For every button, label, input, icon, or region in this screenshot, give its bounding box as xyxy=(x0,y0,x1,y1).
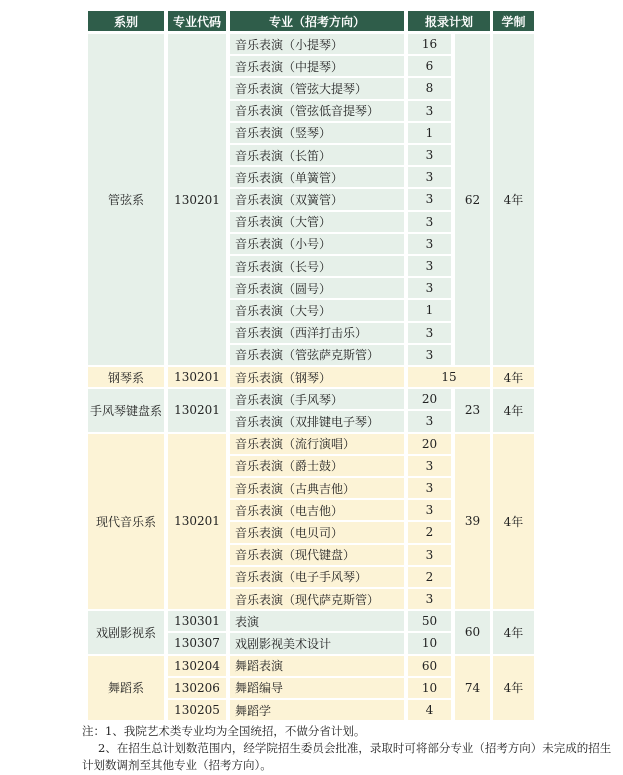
count-cell: 3 xyxy=(408,589,451,609)
code-cell: 130307 xyxy=(168,633,226,653)
count-cell: 3 xyxy=(408,212,451,232)
header-code: 专业代码 xyxy=(168,11,226,31)
count-cell: 3 xyxy=(408,500,451,520)
plan-total-cell: 60 xyxy=(455,611,490,653)
note-1: 注：1、我院艺术类专业均为全国统招，不做分省计划。 xyxy=(82,724,366,738)
plan-total-cell: 74 xyxy=(455,656,490,721)
dept-cell: 舞蹈系 xyxy=(88,656,164,721)
count-cell: 2 xyxy=(408,567,451,587)
major-cell: 音乐表演（长号） xyxy=(230,256,404,276)
plan-total-cell: 23 xyxy=(455,389,490,431)
major-cell: 音乐表演（中提琴） xyxy=(230,56,404,76)
count-cell: 3 xyxy=(408,189,451,209)
major-cell: 音乐表演（现代键盘） xyxy=(230,545,404,565)
duration-cell: 4年 xyxy=(493,611,534,653)
major-cell: 音乐表演（双排键电子琴） xyxy=(230,411,404,431)
major-cell: 音乐表演（管弦低音提琴） xyxy=(230,101,404,121)
code-cell: 130201 xyxy=(168,389,226,431)
major-cell: 音乐表演（流行演唱） xyxy=(230,434,404,454)
code-cell: 130201 xyxy=(168,367,226,387)
major-cell: 舞蹈表演 xyxy=(230,656,404,676)
major-cell: 舞蹈编导 xyxy=(230,678,404,698)
count-cell: 10 xyxy=(408,678,451,698)
major-cell: 音乐表演（古典吉他） xyxy=(230,478,404,498)
count-cell: 3 xyxy=(408,456,451,476)
count-cell: 3 xyxy=(408,545,451,565)
dept-cell: 手风琴键盘系 xyxy=(88,389,164,431)
code-cell: 130201 xyxy=(168,434,226,610)
major-cell: 音乐表演（大号） xyxy=(230,300,404,320)
count-cell: 20 xyxy=(408,389,451,409)
major-cell: 音乐表演（小号） xyxy=(230,234,404,254)
major-cell: 音乐表演（电贝司） xyxy=(230,522,404,542)
count-cell: 4 xyxy=(408,700,451,720)
plan-total-cell: 15 xyxy=(408,367,490,387)
duration-cell: 4年 xyxy=(493,656,534,721)
major-cell: 音乐表演（爵士鼓） xyxy=(230,456,404,476)
major-cell: 音乐表演（管弦萨克斯管） xyxy=(230,345,404,365)
major-cell: 音乐表演（钢琴） xyxy=(230,367,404,387)
duration-cell: 4年 xyxy=(493,34,534,365)
code-cell: 130205 xyxy=(168,700,226,720)
dept-cell: 管弦系 xyxy=(88,34,164,365)
count-cell: 50 xyxy=(408,611,451,631)
count-cell: 3 xyxy=(408,101,451,121)
header-dept: 系别 xyxy=(88,11,164,31)
major-cell: 表演 xyxy=(230,611,404,631)
duration-cell: 4年 xyxy=(493,434,534,610)
count-cell: 3 xyxy=(408,478,451,498)
count-cell: 10 xyxy=(408,633,451,653)
count-cell: 1 xyxy=(408,300,451,320)
major-cell: 音乐表演（手风琴） xyxy=(230,389,404,409)
major-cell: 音乐表演（双簧管） xyxy=(230,189,404,209)
count-cell: 20 xyxy=(408,434,451,454)
header-duration: 学制 xyxy=(493,11,534,31)
note-2: 2、在招生总计划数范围内，经学院招生委员会批准，录取时可将部分专业（招考方向）未完成的招生计划数调剂至其他专业（招考方向）。 xyxy=(82,741,612,772)
count-cell: 60 xyxy=(408,656,451,676)
major-cell: 音乐表演（现代萨克斯管） xyxy=(230,589,404,609)
duration-cell: 4年 xyxy=(493,367,534,387)
header-major: 专业（招考方向） xyxy=(230,11,404,31)
major-cell: 音乐表演（西洋打击乐） xyxy=(230,323,404,343)
dept-cell: 戏剧影视系 xyxy=(88,611,164,653)
count-cell: 3 xyxy=(408,145,451,165)
major-cell: 音乐表演（单簧管） xyxy=(230,167,404,187)
duration-cell: 4年 xyxy=(493,389,534,431)
count-cell: 3 xyxy=(408,411,451,431)
count-cell: 3 xyxy=(408,256,451,276)
dept-cell: 现代音乐系 xyxy=(88,434,164,610)
header-plan: 报录计划 xyxy=(408,11,490,31)
notes-section xyxy=(82,723,612,774)
count-cell: 3 xyxy=(408,167,451,187)
dept-cell: 钢琴系 xyxy=(88,367,164,387)
plan-total-cell: 62 xyxy=(455,34,490,365)
major-cell: 戏剧影视美术设计 xyxy=(230,633,404,653)
code-cell: 130204 xyxy=(168,656,226,676)
major-cell: 音乐表演（长笛） xyxy=(230,145,404,165)
major-cell: 舞蹈学 xyxy=(230,700,404,720)
plan-total-cell: 39 xyxy=(455,434,490,610)
major-cell: 音乐表演（竖琴） xyxy=(230,123,404,143)
count-cell: 8 xyxy=(408,78,451,98)
count-cell: 3 xyxy=(408,234,451,254)
count-cell: 16 xyxy=(408,34,451,54)
major-cell: 音乐表演（电吉他） xyxy=(230,500,404,520)
count-cell: 1 xyxy=(408,123,451,143)
major-cell: 音乐表演（大管） xyxy=(230,212,404,232)
enrollment-plan-table xyxy=(88,11,534,720)
count-cell: 3 xyxy=(408,345,451,365)
code-cell: 130301 xyxy=(168,611,226,631)
count-cell: 3 xyxy=(408,278,451,298)
major-cell: 音乐表演（管弦大提琴） xyxy=(230,78,404,98)
major-cell: 音乐表演（电子手风琴） xyxy=(230,567,404,587)
count-cell: 6 xyxy=(408,56,451,76)
count-cell: 2 xyxy=(408,522,451,542)
code-cell: 130201 xyxy=(168,34,226,365)
major-cell: 音乐表演（小提琴） xyxy=(230,34,404,54)
code-cell: 130206 xyxy=(168,678,226,698)
count-cell: 3 xyxy=(408,323,451,343)
major-cell: 音乐表演（圆号） xyxy=(230,278,404,298)
